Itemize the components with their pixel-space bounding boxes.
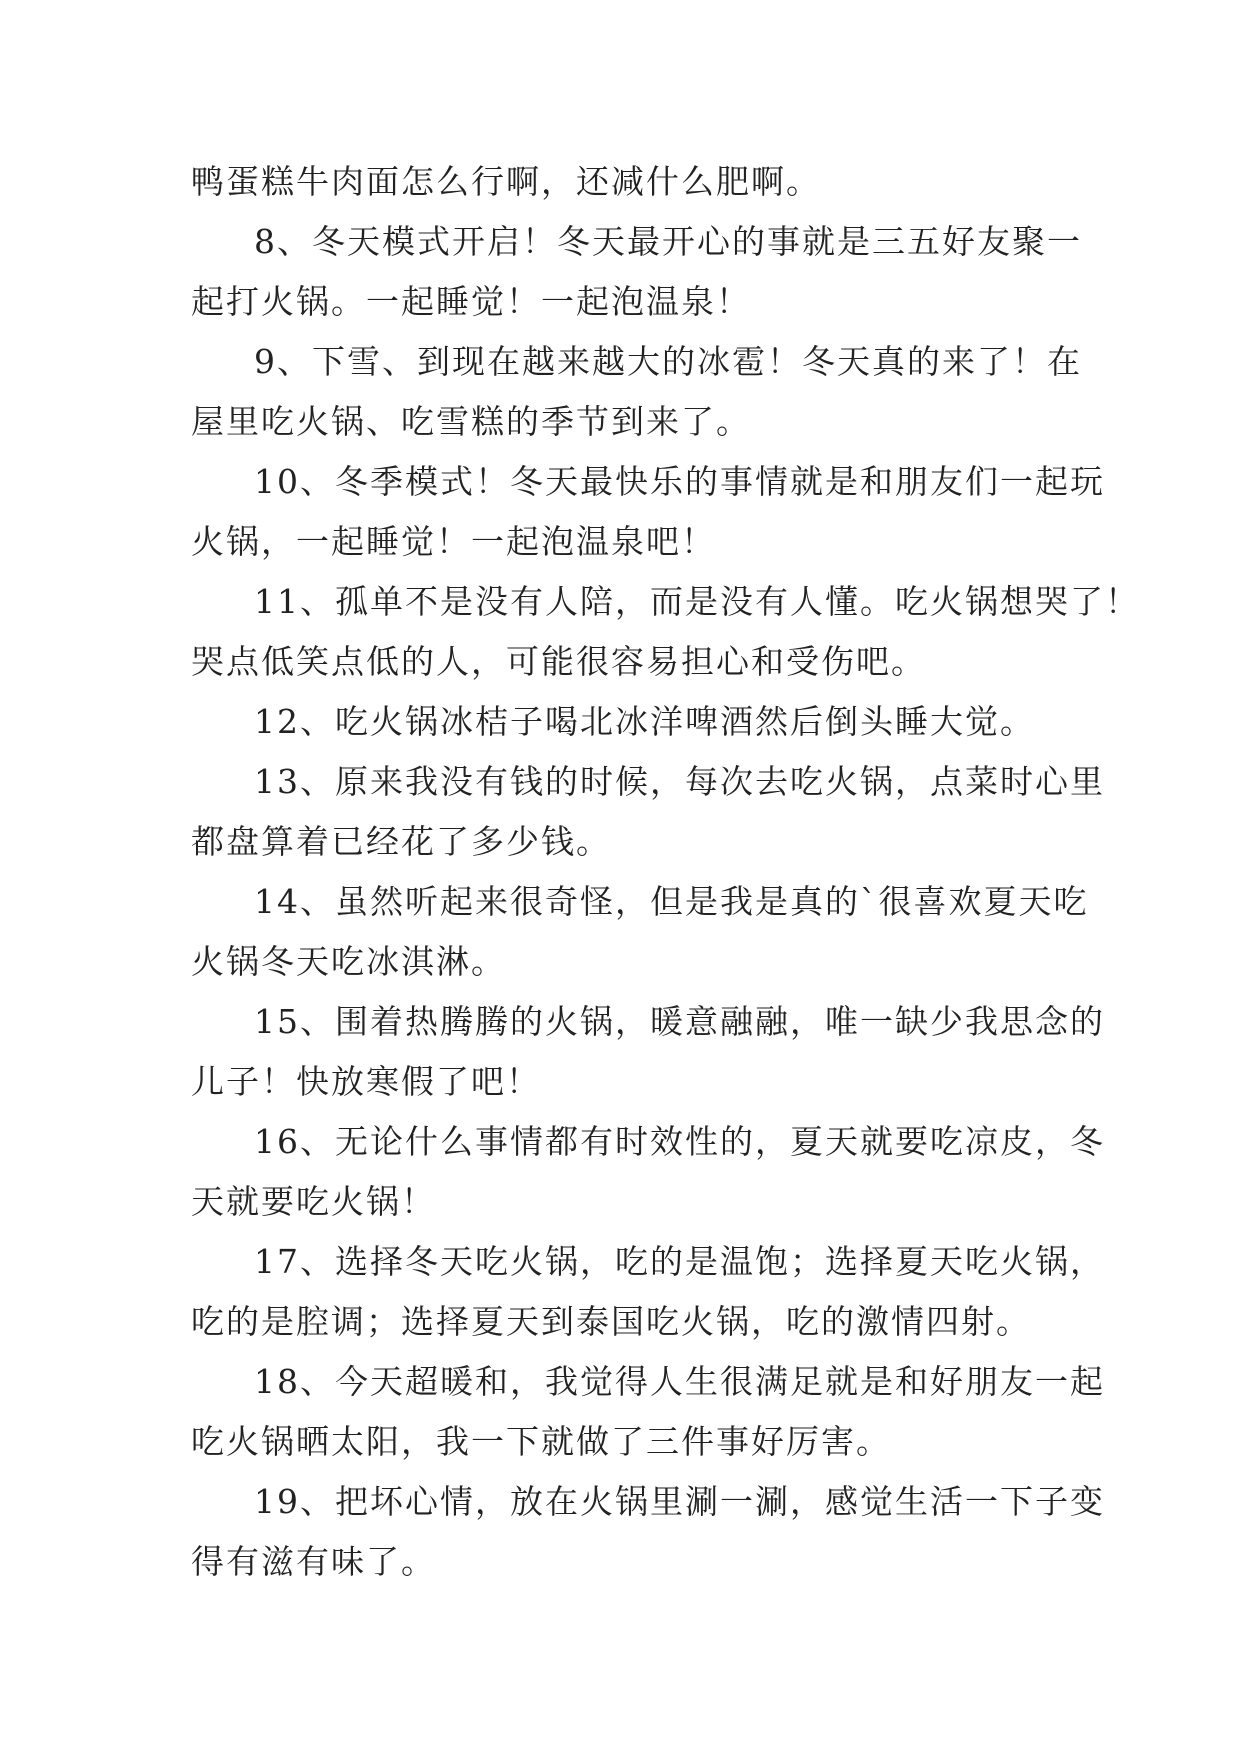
text-line: 屋里吃火锅、吃雪糕的季节到来了。 bbox=[191, 402, 751, 441]
text-line: 都盘算着已经花了多少钱。 bbox=[191, 822, 611, 861]
text-line: 天就要吃火锅！ bbox=[191, 1182, 436, 1221]
text-line: 17、选择冬天吃火锅，吃的是温饱；选择夏天吃火锅， bbox=[254, 1242, 1105, 1281]
text-line: 16、无论什么事情都有时效性的，夏天就要吃凉皮，冬 bbox=[254, 1122, 1105, 1161]
text-line: 11、孤单不是没有人陪，而是没有人懂。吃火锅想哭了！ bbox=[254, 582, 1140, 621]
text-line: 得有滋有味了。 bbox=[191, 1542, 436, 1581]
text-line: 儿子！快放寒假了吧！ bbox=[191, 1062, 541, 1101]
text-line: 火锅，一起睡觉！一起泡温泉吧！ bbox=[191, 522, 716, 561]
text-line: 吃的是腔调；选择夏天到泰国吃火锅，吃的激情四射。 bbox=[191, 1302, 1031, 1341]
text-line: 13、原来我没有钱的时候，每次去吃火锅，点菜时心里 bbox=[254, 762, 1105, 801]
text-line: 10、冬季模式！冬天最快乐的事情就是和朋友们一起玩 bbox=[254, 462, 1105, 501]
text-line: 火锅冬天吃冰淇淋。 bbox=[191, 942, 506, 981]
text-line: 12、吃火锅冰桔子喝北冰洋啤酒然后倒头睡大觉。 bbox=[254, 702, 1035, 741]
text-line: 鸭蛋糕牛肉面怎么行啊，还减什么肥啊。 bbox=[191, 162, 821, 201]
text-line: 哭点低笑点低的人，可能很容易担心和受伤吧。 bbox=[191, 642, 926, 681]
text-line: 14、虽然听起来很奇怪，但是我是真的`很喜欢夏天吃 bbox=[254, 882, 1089, 921]
text-line: 9、下雪、到现在越来越大的冰雹！冬天真的来了！在 bbox=[254, 342, 1082, 381]
text-line: 19、把坏心情，放在火锅里涮一涮，感觉生活一下子变 bbox=[254, 1482, 1105, 1521]
text-line: 吃火锅晒太阳，我一下就做了三件事好厉害。 bbox=[191, 1422, 891, 1461]
text-line: 18、今天超暖和，我觉得人生很满足就是和好朋友一起 bbox=[254, 1362, 1105, 1401]
text-line: 起打火锅。一起睡觉！一起泡温泉！ bbox=[191, 282, 751, 321]
text-line: 15、围着热腾腾的火锅，暖意融融，唯一缺少我思念的 bbox=[254, 1002, 1105, 1041]
body-text bbox=[191, 152, 1140, 1592]
text-line: 8、冬天模式开启！冬天最开心的事就是三五好友聚一 bbox=[254, 222, 1082, 261]
